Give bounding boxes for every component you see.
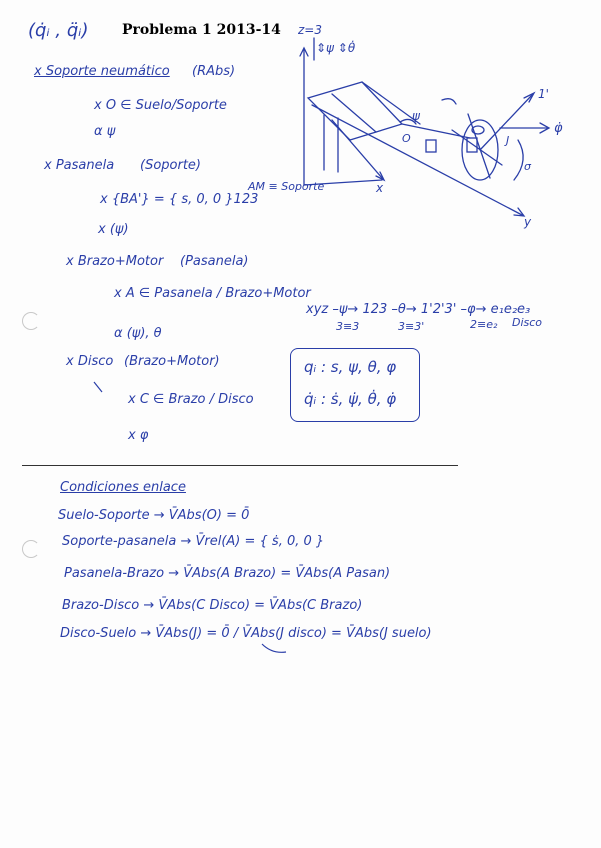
dof-line: α ψ: [94, 124, 116, 139]
link-condition: Disco-Suelo → V̄Abs(J) = 0̄ / V̄Abs(J disco) = V̄Abs(J suelo): [60, 626, 432, 641]
omega-label: σ: [524, 160, 531, 173]
coordinates-line: qᵢ : s, ψ, θ, φ: [304, 358, 397, 376]
dof-item-title: x Disco: [66, 354, 114, 369]
phi-dot-label: φ̇: [554, 121, 563, 136]
coords-heading: (q̇ᵢ , q̈ᵢ): [28, 20, 89, 41]
stray-stroke: [92, 380, 106, 396]
dof-line: x {BA'} = { s, 0, 0 }123: [100, 192, 259, 207]
chain-subscript: 3≡3: [336, 320, 360, 333]
section-divider: [22, 465, 458, 466]
rotation-chain: xyz –ψ→ 123 –θ→ 1'2'3' –φ→ e₁e₂e₃: [306, 302, 531, 317]
punch-hole: [22, 312, 40, 330]
chain-subscript: 3≡3': [398, 320, 425, 333]
dof-note: AM ≡ Soporte: [248, 180, 325, 193]
links-title: Condiciones enlace: [60, 480, 186, 495]
dof-line: α (ψ), θ: [114, 326, 162, 341]
rotation-label: ⇕ψ ⇕θ̇: [316, 41, 356, 55]
psi-label: ψ: [412, 109, 420, 123]
point-o-label: O: [402, 132, 411, 145]
link-condition: Pasanela-Brazo → V̄Abs(A Brazo) = V̄Abs(A Pasan): [64, 566, 391, 581]
dof-item-ref: (Pasanela): [180, 254, 249, 269]
point-j-label: J: [506, 134, 510, 147]
dof-line: x O ∈ Suelo/Soporte: [94, 98, 227, 113]
one-prime-label: 1': [538, 87, 549, 101]
z-axis-label: z=3: [298, 23, 322, 37]
dof-line: x φ: [128, 428, 149, 443]
dof-item-title: x Brazo+Motor: [66, 254, 164, 269]
chain-subscript: 2≡e₂: [470, 318, 498, 331]
stray-stroke: [260, 640, 290, 656]
link-condition: Suelo-Soporte → V̄Abs(O) = 0̄: [58, 508, 250, 523]
x-axis-label: x: [376, 181, 384, 195]
y-axis-label: y: [524, 215, 532, 229]
dof-line: x A ∈ Pasanela / Brazo+Motor: [114, 286, 311, 301]
dof-item-title: x Soporte neumático: [34, 64, 170, 79]
dof-item-ref: (Soporte): [140, 158, 201, 173]
dof-line: x C ∈ Brazo / Disco: [128, 392, 254, 407]
dof-line: x (ψ): [98, 222, 129, 237]
link-condition: Brazo-Disco → V̄Abs(C Disco) = V̄Abs(C Brazo): [62, 598, 363, 613]
punch-hole: [22, 540, 40, 558]
page-title: Problema 1 2013-14: [122, 22, 281, 38]
dof-item-ref: (RAbs): [192, 64, 236, 79]
chain-disco-label: Disco: [512, 316, 543, 329]
velocities-line: q̇ᵢ : ṡ, ψ̇, θ̇, φ̇: [304, 390, 397, 408]
dof-item-title: x Pasanela: [44, 158, 115, 173]
dof-item-ref: (Brazo+Motor): [124, 354, 220, 369]
mechanism-sketch: [292, 20, 582, 230]
link-condition: Soporte-pasanela → V̄rel(A) = { ṡ, 0, 0 }: [62, 534, 325, 549]
